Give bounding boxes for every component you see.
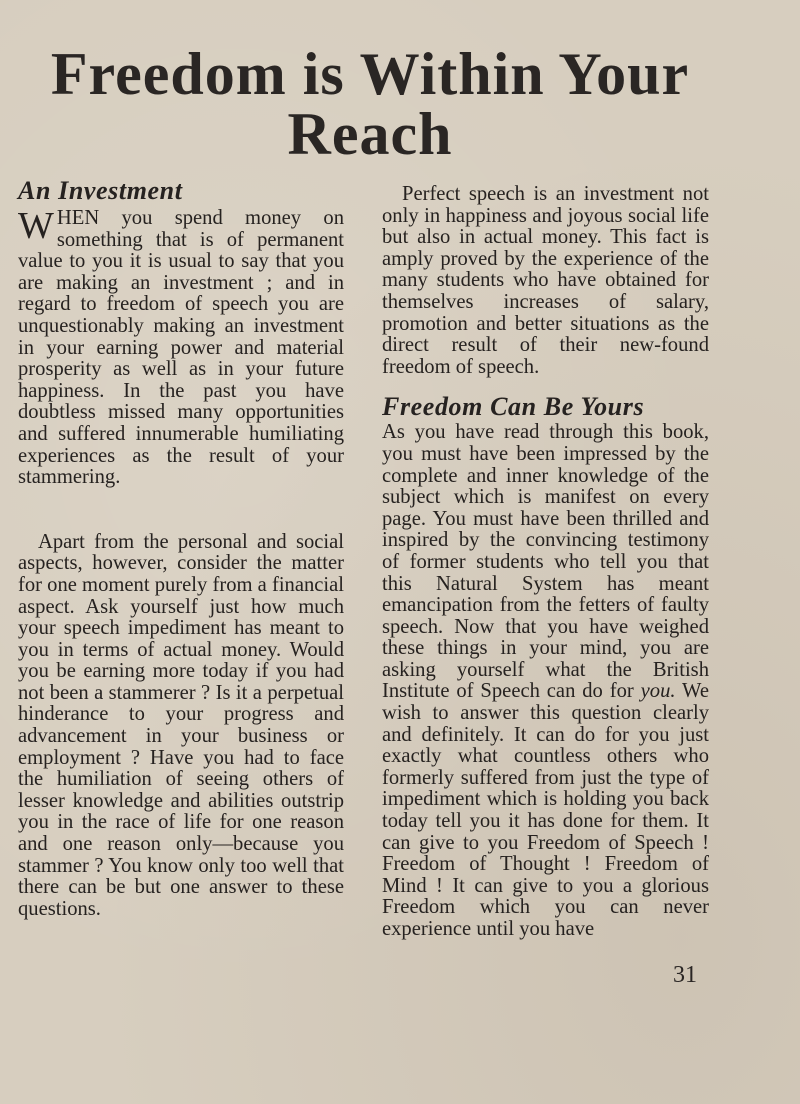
left-column <box>18 176 344 920</box>
paragraph-investment-intro-text: HEN you spend money on something that is of permanent value to you it is usual to say that you are making an investment ; and in regard to freedom of speech you are unquestionably making an investment in your earning power and material prosperity as well as in your future happiness. In the past you have doubtless missed many opportunities and suffered innumerable humiliating experiences as the result of your stammering. <box>18 207 344 489</box>
paragraph-financial-aspect: Apart from the personal and social aspects, however, consider the matter for one moment purely from a financial aspect. Ask yourself just how much your speech impediment has meant to you in terms of actual money. Would you be earning more today if you had not been a stammerer ? Is it a perpetual hinderance to your progress and advancement in your business or employment ? Have you had to face the humiliation of seeing others of lesser knowledge and abilities outstrip you in the race of life for one reason and one reason only—because you stammer ? You know only too well that there can be but one answer to these questions. <box>18 530 344 920</box>
emphasis-you: you. <box>640 680 676 703</box>
paragraph-freedom <box>382 422 709 940</box>
paragraph-perfect-speech: Perfect speech is an investment not only in happiness and joyous social life but also in actual money. This fact is amply proved by the experience of the many students who have obtained for themselves increases of salary, promotion and better situations as the direct result of their new-found freedom of speech. <box>382 183 709 378</box>
right-column <box>382 184 709 941</box>
page-number: 31 <box>673 962 697 988</box>
subhead-freedom-can-be-yours: Freedom Can Be Yours <box>382 392 645 422</box>
paragraph-freedom-text-a: As you have read through this book, you must have been impressed by the complete and inner knowledge of the subject which is manifest on every page. You must have been thrilled and inspired by the convincing testimony of former students who tell you that this Natural System has meant emancipation from the fetters of faulty speech. Now that you have weighed these things in your mind, you are asking yourself what the British Institute of Speech can do for <box>382 421 709 703</box>
page-title: Freedom is Within Your Reach <box>50 41 690 167</box>
subhead-an-investment: An Investment <box>18 176 183 205</box>
paragraph-investment-intro <box>18 205 344 489</box>
paragraph-freedom-text-b: We wish to answer this question clearly and definitely. It can do for you just exactly what countless others who formerly suffered from just the type of impediment which is holding you back today tell you it has done for them. It can give to you Freedom of Speech ! Freedom of Thought ! Freedom of Mind ! It can give to you a glorious Freedom which you can never experience until you have <box>382 680 709 940</box>
drop-cap: W <box>18 205 54 247</box>
